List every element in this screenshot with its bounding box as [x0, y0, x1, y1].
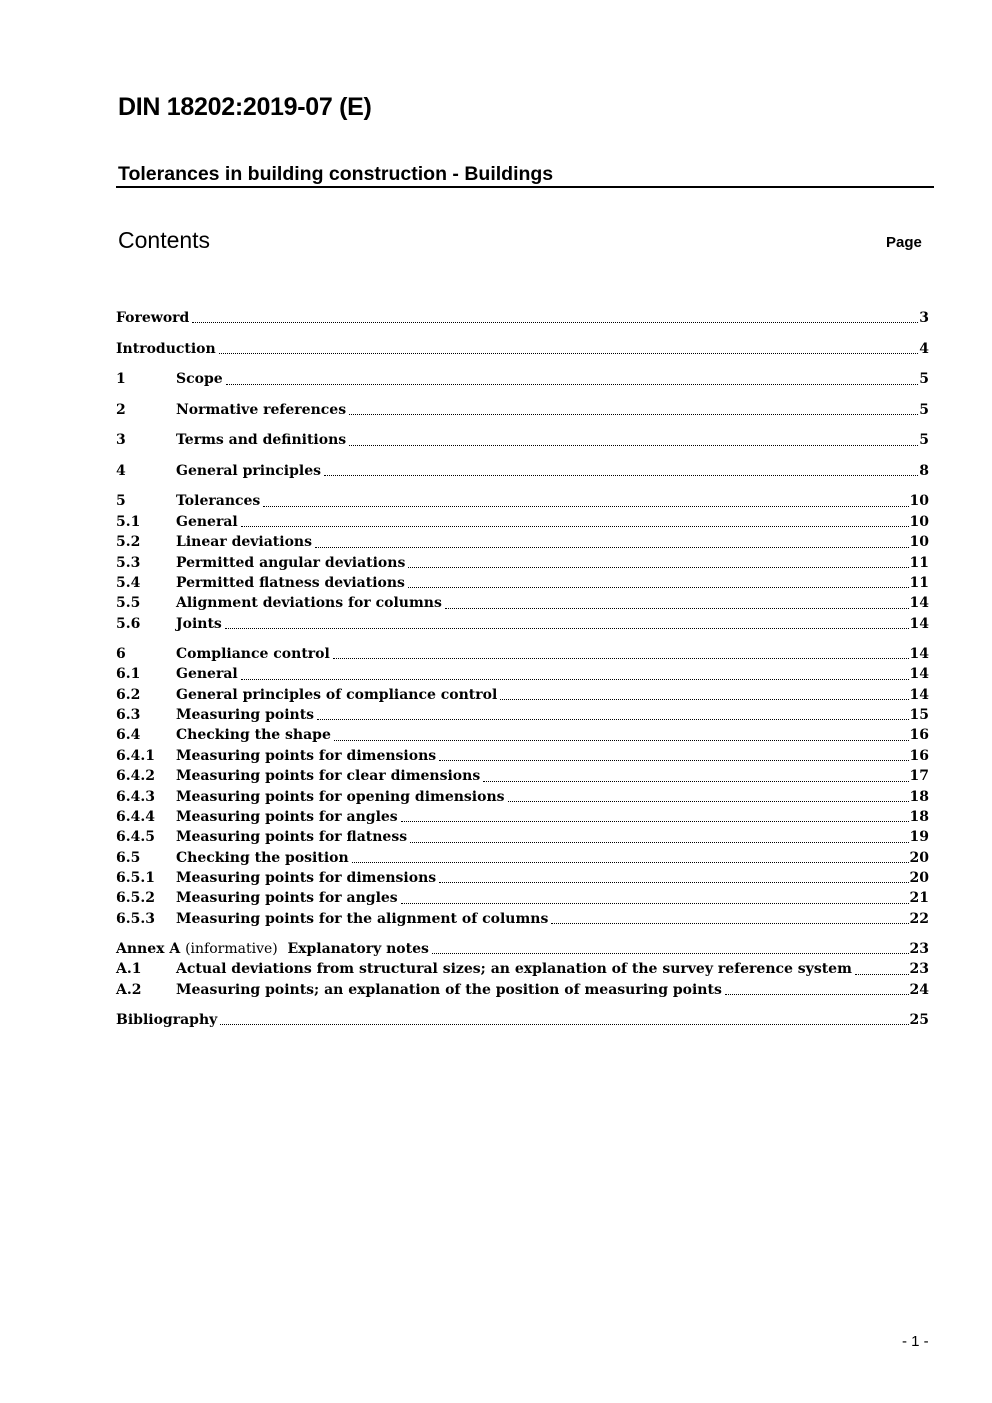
toc-entry-number: 6 [116, 645, 126, 662]
toc-entry-page: 20 [909, 849, 929, 866]
toc-entry-number: 6.3 [116, 706, 141, 723]
toc-entry-page: 10 [909, 493, 929, 510]
toc-entry-page: 17 [909, 768, 929, 785]
toc-entry-title: Terms and definitions [176, 432, 347, 449]
toc-entry-page: 14 [909, 595, 929, 612]
toc-entry-title: Checking the shape [176, 727, 331, 744]
toc-entry-title [116, 939, 432, 959]
title-divider [116, 186, 934, 188]
toc-entry-6-4-4[interactable] [116, 807, 929, 827]
toc-entry-title: General [176, 513, 238, 530]
toc-entry-page: 21 [909, 890, 929, 907]
toc-entry-page: 19 [909, 829, 929, 846]
toc-entry-title: Measuring points; an explanation of the position of measuring points [176, 981, 722, 998]
annex-label: Annex A [116, 940, 186, 957]
toc-entry-number: 5.2 [116, 534, 141, 551]
toc-entry-title: Compliance control [176, 645, 330, 662]
toc-entry-number: 2 [116, 401, 126, 418]
toc-entry-number: 5.1 [116, 513, 141, 530]
toc-entry-page: 11 [909, 575, 929, 592]
toc-entry-page: 10 [909, 513, 929, 530]
toc-entry-introduction[interactable] [116, 339, 929, 359]
toc-entry-title: Introduction [116, 340, 216, 357]
toc-entry-6-1[interactable] [116, 664, 929, 684]
toc-entry-title: Measuring points for opening dimensions [176, 788, 505, 805]
dot-leader [219, 353, 919, 354]
toc-entry-page: 23 [909, 961, 929, 978]
toc-entry-number: 6.1 [116, 666, 141, 683]
toc-entry-page: 14 [909, 666, 929, 683]
page-column-heading: Page [886, 234, 922, 251]
toc-entry-page: 16 [909, 747, 929, 764]
toc-entry-page: 14 [909, 645, 929, 662]
toc-entry-number: 6.5.1 [116, 870, 155, 887]
dot-leader [551, 923, 908, 924]
toc-entry-title: Permitted flatness deviations [176, 575, 405, 592]
toc-entry-page: 22 [909, 910, 929, 927]
toc-entry-page: 25 [909, 1011, 929, 1028]
toc-entry-6-5-3[interactable] [116, 909, 929, 929]
toc-entry-title: Permitted angular deviations [176, 554, 406, 571]
toc-entry-number: 4 [116, 462, 126, 479]
toc-entry-number: 6.4.4 [116, 808, 155, 825]
toc-entry-5-1[interactable] [116, 512, 929, 532]
toc-entry-title: General [176, 666, 238, 683]
toc-entry-number: 6.5.2 [116, 890, 155, 907]
toc-entry-page: 16 [909, 727, 929, 744]
toc-entry-6-3[interactable] [116, 705, 929, 725]
toc-entry-6-2[interactable] [116, 685, 929, 705]
toc-entry-6-5[interactable] [116, 848, 929, 868]
toc-entry-5-2[interactable] [116, 532, 929, 552]
toc-entry-title: Scope [176, 371, 223, 388]
dot-leader [263, 506, 908, 507]
dot-leader [439, 760, 908, 761]
page-number: - 1 - [902, 1333, 929, 1350]
contents-heading: Contents [118, 227, 211, 253]
toc-entry-title: Linear deviations [176, 534, 312, 551]
toc-entry-6-5-2[interactable] [116, 888, 929, 908]
dot-leader [500, 699, 908, 700]
toc-entry-number: 3 [116, 432, 126, 449]
dot-leader [315, 547, 909, 548]
toc-entry-title: Measuring points for dimensions [176, 870, 437, 887]
toc-entry-number: 1 [116, 371, 126, 388]
toc-entry-6-4-5[interactable] [116, 827, 929, 847]
toc-entry-page: 11 [909, 554, 929, 571]
dot-leader [334, 740, 909, 741]
toc-entry-number: 5 [116, 493, 126, 510]
toc-entry-number: A.2 [116, 981, 142, 998]
dot-leader [855, 974, 909, 975]
toc-entry-title: Measuring points for the alignment of columns [176, 910, 549, 927]
toc-entry-title: Measuring points for clear dimensions [176, 768, 481, 785]
toc-entry-page: 3 [919, 310, 929, 326]
toc-entry-page: 10 [909, 534, 929, 551]
dot-leader [241, 526, 909, 527]
toc-entry-page: 23 [909, 940, 929, 957]
toc-entry-a-1[interactable] [116, 959, 929, 979]
toc-entry-title: Normative references [176, 401, 347, 418]
toc-entry-title: General principles of compliance control [176, 686, 498, 703]
toc-entry-number: 5.4 [116, 575, 141, 592]
toc-entry-6-5-1[interactable] [116, 868, 929, 888]
dot-leader [432, 953, 909, 954]
dot-leader [725, 994, 909, 995]
toc-entry-1[interactable] [116, 369, 929, 389]
document-title: DIN 18202:2019-07 (E) [118, 93, 372, 121]
toc-entry-number: A.1 [116, 961, 142, 978]
toc-entry-6-4[interactable] [116, 725, 929, 745]
annex-title: Explanatory notes [277, 940, 429, 957]
dot-leader [225, 628, 909, 629]
toc-entry-number: 5.5 [116, 595, 141, 612]
dot-leader [324, 475, 918, 476]
toc-entry-page: 14 [909, 686, 929, 703]
toc-entry-foreword[interactable] [116, 308, 929, 328]
toc-entry-6-4-3[interactable] [116, 787, 929, 807]
dot-leader [410, 842, 908, 843]
dot-leader [408, 567, 908, 568]
toc-entry-5[interactable] [116, 491, 929, 511]
toc-entry-6-4-1[interactable] [116, 746, 929, 766]
dot-leader [439, 882, 908, 883]
toc-entry-number: 6.5 [116, 849, 141, 866]
dot-leader [333, 658, 909, 659]
toc-entry-page: 4 [919, 340, 929, 357]
toc-entry-3[interactable] [116, 430, 929, 450]
dot-leader [483, 781, 908, 782]
dot-leader [408, 587, 909, 588]
toc-entry-annex-a[interactable] [116, 939, 929, 959]
toc-entry-title: Measuring points for angles [176, 808, 398, 825]
toc-entry-page: 15 [909, 706, 929, 723]
toc-entry-page: 5 [919, 371, 929, 388]
dot-leader [241, 679, 909, 680]
toc-entry-title: Measuring points for dimensions [176, 747, 437, 764]
toc-entry-number: 6.4.2 [116, 768, 155, 785]
dot-leader [352, 862, 909, 863]
toc-entry-number: 6.2 [116, 686, 141, 703]
toc-entry-number: 6.4.1 [116, 747, 155, 764]
toc-entry-2[interactable] [116, 400, 929, 420]
dot-leader [508, 801, 909, 802]
toc-entry-a-2[interactable] [116, 980, 929, 1000]
dot-leader [220, 1024, 908, 1025]
toc-entry-6[interactable] [116, 644, 929, 664]
toc-entry-number: 6.4.5 [116, 829, 155, 846]
toc-entry-page: 14 [909, 615, 929, 632]
toc-entry-title: General principles [176, 462, 321, 479]
toc-entry-number: 6.4.3 [116, 788, 155, 805]
toc-entry-5-3[interactable] [116, 553, 929, 573]
toc-entry-page: 5 [919, 432, 929, 449]
dot-leader [349, 414, 918, 415]
toc-entry-title: Joints [176, 615, 222, 632]
toc-entry-page: 18 [909, 808, 929, 825]
toc-entry-4[interactable] [116, 461, 929, 481]
dot-leader [349, 445, 918, 446]
toc-entry-5-5[interactable] [116, 593, 929, 613]
toc-entry-title: Measuring points for angles [176, 890, 398, 907]
toc-entry-number: 6.5.3 [116, 910, 155, 927]
toc-entry-page: 5 [919, 401, 929, 418]
toc-entry-title: Measuring points [176, 706, 315, 723]
dot-leader [226, 384, 919, 385]
toc-entry-page: 24 [909, 981, 929, 998]
toc-entry-title: Measuring points for flatness [176, 829, 408, 846]
toc-entry-number: 5.6 [116, 615, 141, 632]
toc-entry-title: Foreword [116, 310, 190, 326]
toc-entry-6-4-2[interactable] [116, 766, 929, 786]
dot-leader [192, 322, 918, 323]
toc-entry-page: 8 [919, 462, 929, 479]
toc-entry-page: 20 [909, 870, 929, 887]
toc-entry-number: 6.4 [116, 727, 141, 744]
table-of-contents [116, 308, 929, 1030]
annex-status: (informative) [185, 940, 278, 957]
toc-entry-number: 5.3 [116, 554, 141, 571]
toc-entry-title: Bibliography [116, 1011, 218, 1028]
dot-leader [401, 903, 909, 904]
toc-entry-5-4[interactable] [116, 573, 929, 593]
toc-entry-page: 18 [909, 788, 929, 805]
toc-entry-title: Tolerances [176, 493, 261, 510]
document-subtitle: Tolerances in building construction - Buildings [118, 163, 554, 185]
toc-entry-title: Checking the position [176, 849, 349, 866]
dot-leader [445, 608, 909, 609]
toc-entry-title: Alignment deviations for columns [176, 595, 442, 612]
toc-entry-title: Actual deviations from structural sizes; an explanation of the survey reference system [176, 961, 852, 978]
toc-entry-bibliography[interactable] [116, 1010, 929, 1030]
dot-leader [401, 821, 909, 822]
toc-entry-5-6[interactable] [116, 614, 929, 634]
dot-leader [317, 719, 908, 720]
